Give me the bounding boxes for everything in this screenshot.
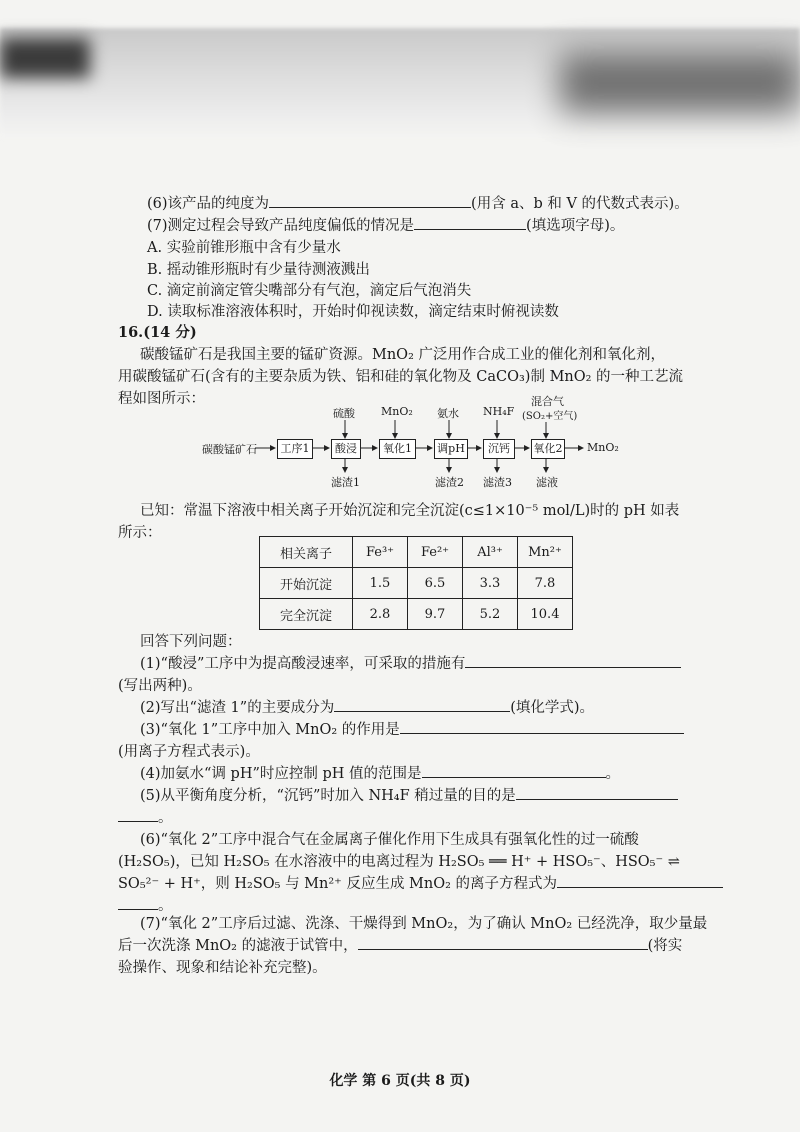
q16-intro-line1: 碳酸锰矿石是我国主要的锰矿资源。MnO₂ 广泛用作合成工业的催化剂和氧化剂， bbox=[140, 347, 665, 363]
table-cell: 相关离子 bbox=[260, 537, 353, 568]
sub-question-1-cont: (写出两种)。 bbox=[118, 678, 202, 694]
q16-intro-line3: 程如图所示： bbox=[118, 391, 205, 407]
known-line2: 所示： bbox=[118, 525, 162, 541]
flow-input-3: 氨水 bbox=[437, 407, 459, 420]
flow-input-1: 硫酸 bbox=[333, 407, 355, 420]
table-cell: 1.5 bbox=[353, 568, 408, 599]
table-row bbox=[260, 599, 573, 630]
sub-question-3-cont: (用离子方程式表示)。 bbox=[118, 744, 260, 760]
sub-question-7: (7)“氧化 2”工序后过滤、洗涤、干燥得到 MnO₂，为了确认 MnO₂ 已经洗净，取少量最 bbox=[140, 916, 708, 932]
table-cell: 10.4 bbox=[518, 599, 573, 630]
ion-ph-table bbox=[259, 536, 573, 630]
option-a: A. 实验前锥形瓶中含有少量水 bbox=[147, 240, 341, 256]
flow-output-2: 滤渣2 bbox=[435, 476, 464, 489]
option-c: C. 滴定前滴定管尖嘴部分有气泡，滴定后气泡消失 bbox=[147, 283, 472, 299]
sub-question-2: (2)写出“滤渣 1”的主要成分为 (填化学式)。 bbox=[140, 696, 594, 717]
table-cell: 开始沉淀 bbox=[260, 568, 353, 599]
answer-blank[interactable] bbox=[334, 697, 510, 712]
page-footer: 化学 第 6 页(共 8 页) bbox=[329, 1073, 471, 1089]
sub-question-3: (3)“氧化 1”工序中加入 MnO₂ 的作用是 bbox=[140, 718, 684, 739]
answer-blank[interactable] bbox=[422, 763, 606, 778]
option-d: D. 读取标准溶液体积时，开始时仰视读数，滴定结束时俯视读数 bbox=[147, 304, 559, 320]
flow-input-6: (SO₂+空气) bbox=[522, 411, 578, 422]
flow-step-6: 氧化2 bbox=[531, 439, 565, 459]
sub-question-6-line3: SO₅²⁻ + H⁺，则 H₂SO₅ 与 Mn²⁺ 反应生成 MnO₂ 的离子方程式为 bbox=[118, 872, 723, 893]
sub-question-6-line4: 。 bbox=[118, 894, 173, 915]
table-cell: Fe³⁺ bbox=[353, 537, 408, 568]
answer-blank[interactable] bbox=[400, 719, 684, 734]
flow-step-5: 沉钙 bbox=[483, 439, 515, 459]
sub-question-5-cont: 。 bbox=[118, 806, 173, 827]
flow-output-1: 滤渣1 bbox=[331, 476, 360, 489]
q16-intro-line2: 用碳酸锰矿石(含有的主要杂质为铁、铝和硅的氧化物及 CaCO₃)制 MnO₂ 的一种工艺流 bbox=[118, 369, 684, 385]
sub-question-7-line3: 验操作、现象和结论补充完整)。 bbox=[118, 960, 327, 976]
flow-input-4: NH₄F bbox=[483, 405, 515, 418]
flow-input-5: 混合气 bbox=[531, 395, 564, 408]
answer-blank[interactable] bbox=[516, 785, 678, 800]
flow-output-4: 滤液 bbox=[536, 476, 558, 489]
sub-question-1: (1)“酸浸”工序中为提高酸浸速率，可采取的措施有 bbox=[140, 652, 681, 673]
table-cell: 5.2 bbox=[463, 599, 518, 630]
flow-end: MnO₂ bbox=[587, 441, 619, 454]
flow-output-3: 滤渣3 bbox=[483, 476, 512, 489]
known-line1: 已知：常温下溶液中相关离子开始沉淀和完全沉淀(c≤1×10⁻⁵ mol/L)时的 pH 如表 bbox=[140, 503, 680, 519]
sub-question-7-line2: 后一次洗涤 MnO₂ 的滤液于试管中， (将实 bbox=[118, 934, 682, 955]
table-cell: Al³⁺ bbox=[463, 537, 518, 568]
flow-step-1: 工序1 bbox=[277, 439, 313, 459]
flow-step-4: 调pH bbox=[434, 439, 468, 459]
answer-blank[interactable] bbox=[465, 653, 681, 668]
option-b: B. 摇动锥形瓶时有少量待测液溅出 bbox=[147, 262, 370, 278]
table-cell: 7.8 bbox=[518, 568, 573, 599]
flow-step-2: 酸浸 bbox=[331, 439, 361, 459]
sub-question-6-line2: (H₂SO₅)，已知 H₂SO₅ 在水溶液中的电离过程为 H₂SO₅ ══ H⁺ + HSO₅⁻、HSO₅⁻ ⇌ bbox=[118, 854, 680, 870]
sub-question-4: (4)加氨水“调 pH”时应控制 pH 值的范围是 。 bbox=[140, 762, 620, 783]
q15-part7: (7)测定过程会导致产品纯度偏低的情况是 (填选项字母)。 bbox=[147, 214, 624, 235]
table-cell: Mn²⁺ bbox=[518, 537, 573, 568]
answer-blank[interactable] bbox=[118, 895, 158, 910]
table-cell: 2.8 bbox=[353, 599, 408, 630]
answer-prompt: 回答下列问题： bbox=[140, 634, 242, 650]
table-cell: Fe²⁺ bbox=[408, 537, 463, 568]
sub-question-5: (5)从平衡角度分析，“沉钙”时加入 NH₄F 稍过量的目的是 bbox=[140, 784, 678, 805]
table-row bbox=[260, 568, 573, 599]
answer-blank[interactable] bbox=[358, 935, 648, 950]
flow-step-3: 氧化1 bbox=[379, 439, 416, 459]
flow-input-2: MnO₂ bbox=[381, 405, 413, 418]
table-cell: 9.7 bbox=[408, 599, 463, 630]
answer-blank[interactable] bbox=[118, 807, 158, 822]
question-16-header: 16.(14 分) bbox=[118, 324, 197, 341]
q15-part6: (6)该产品的纯度为 (用含 a、b 和 V 的代数式表示)。 bbox=[147, 192, 689, 213]
flow-start: 碳酸锰矿石 bbox=[202, 443, 257, 456]
table-cell: 完全沉淀 bbox=[260, 599, 353, 630]
answer-blank[interactable] bbox=[557, 873, 723, 888]
table-cell: 6.5 bbox=[408, 568, 463, 599]
table-header-row bbox=[260, 537, 573, 568]
sub-question-6: (6)“氧化 2”工序中混合气在金属离子催化作用下生成具有强氧化性的过一硫酸 bbox=[140, 832, 639, 848]
table-cell: 3.3 bbox=[463, 568, 518, 599]
flow-arrows bbox=[0, 0, 800, 500]
